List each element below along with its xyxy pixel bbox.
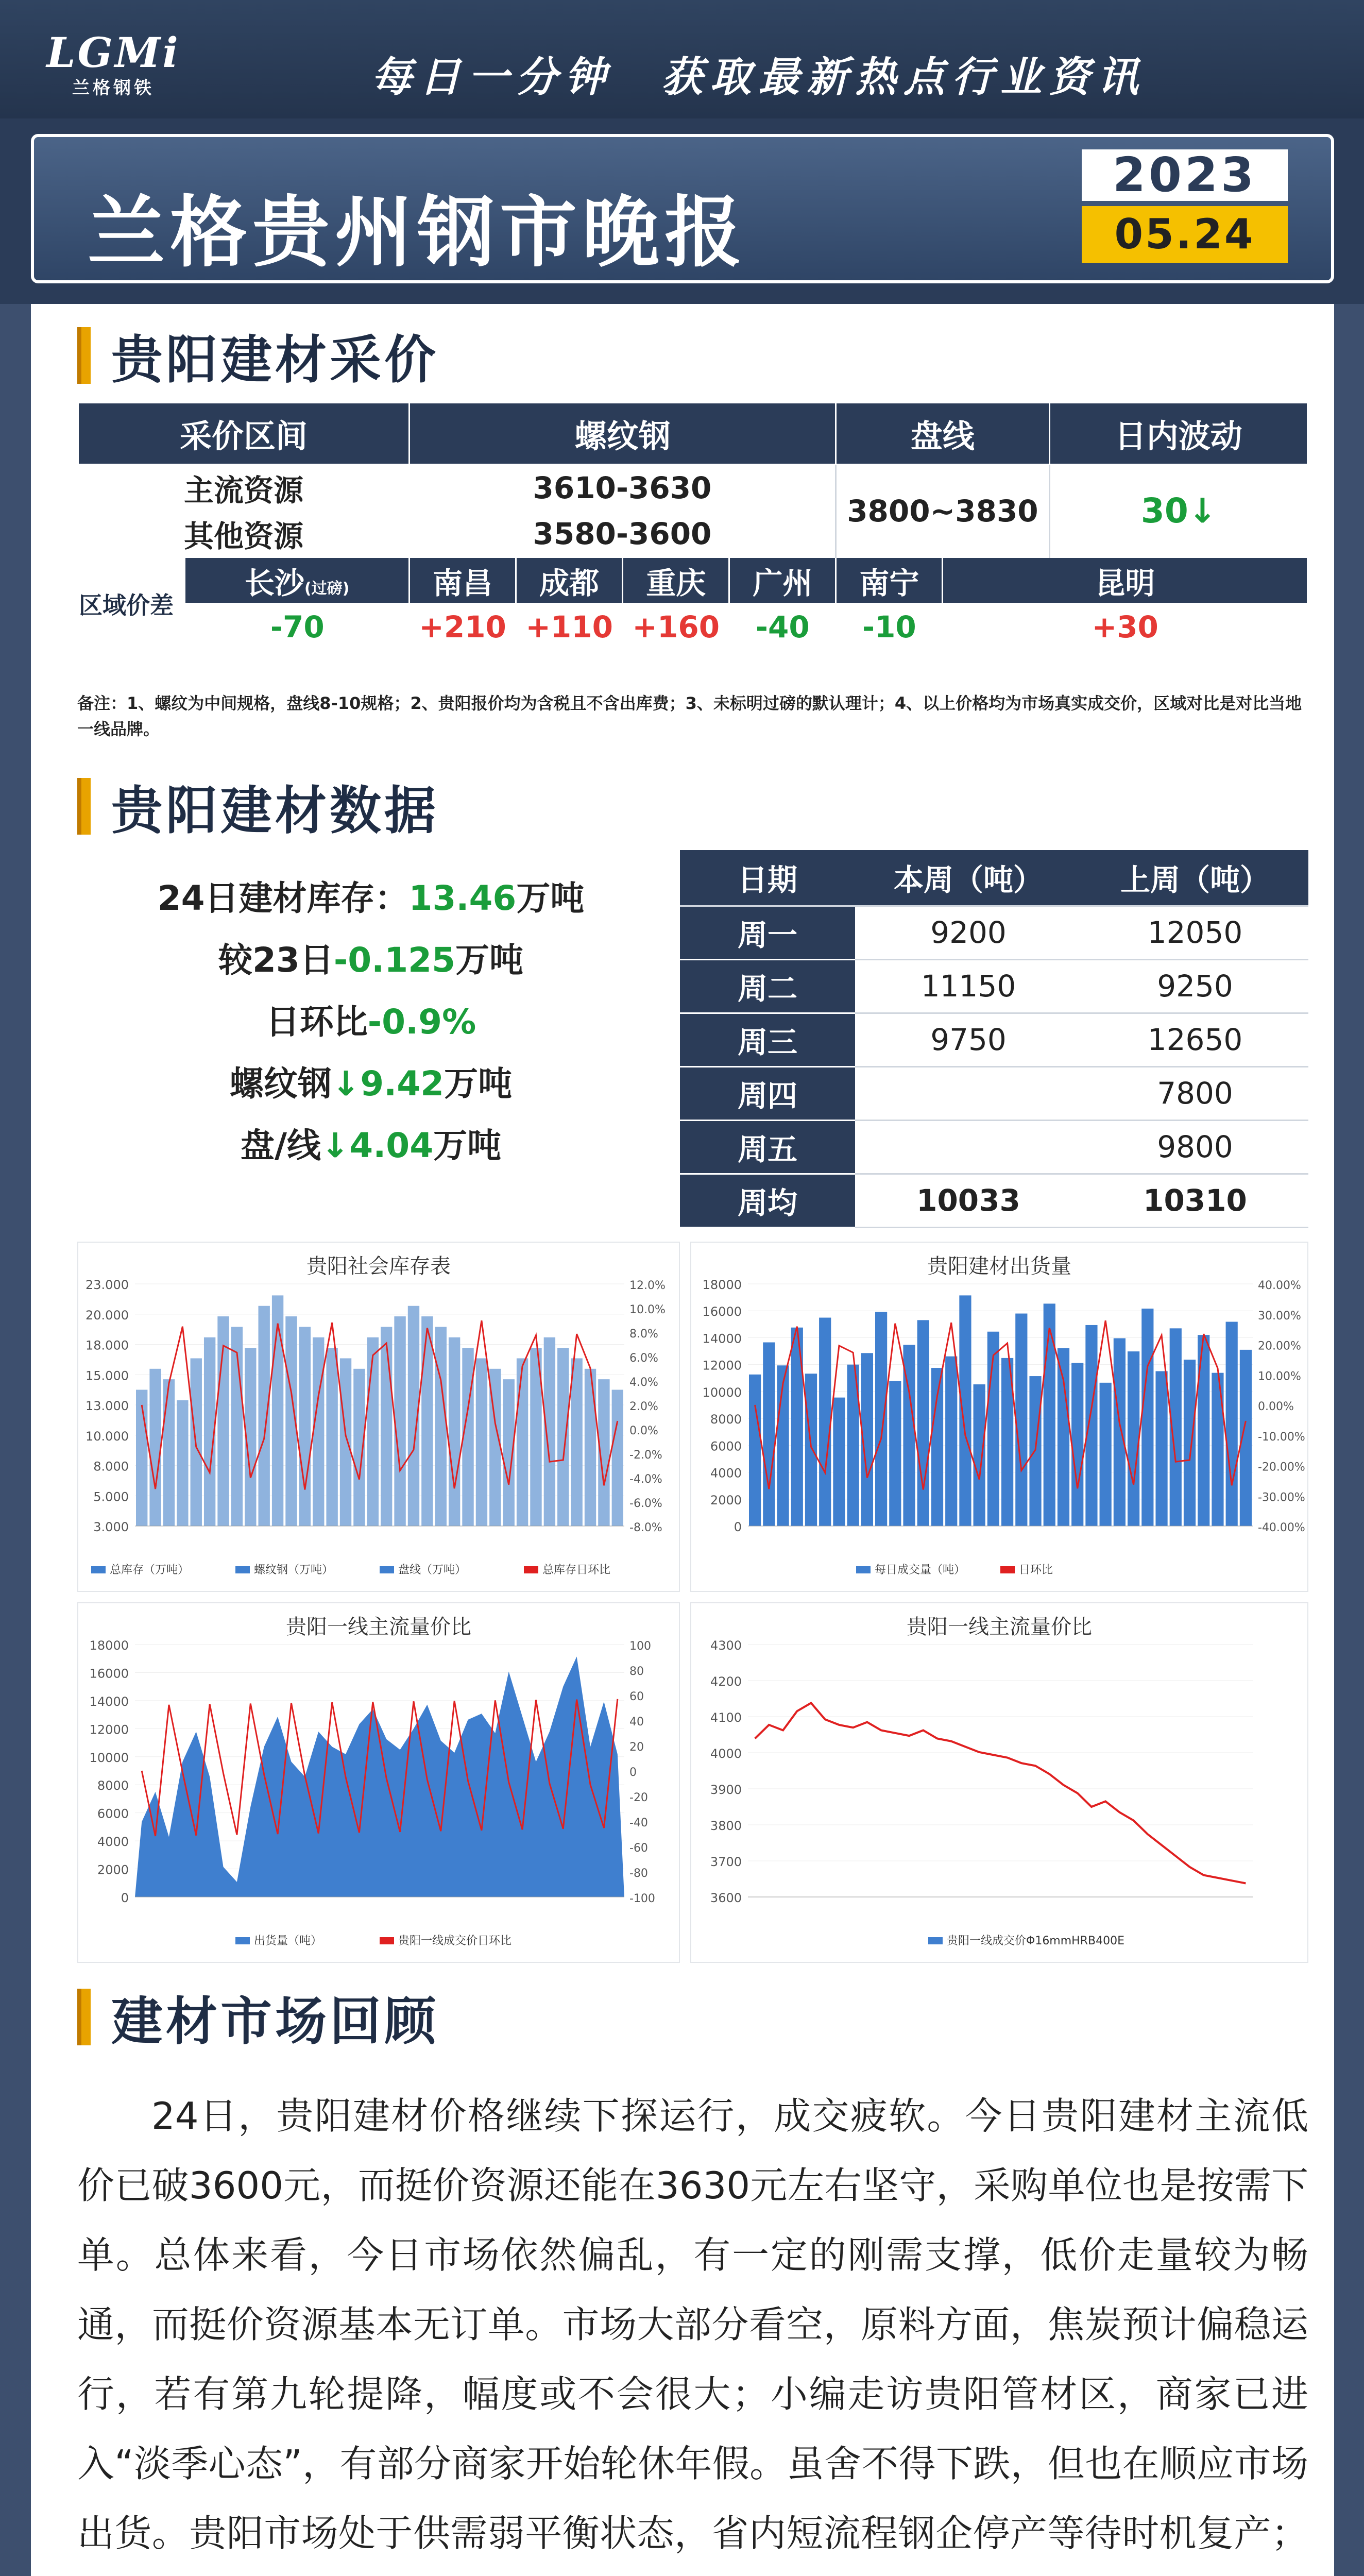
- area-series: [135, 1656, 624, 1897]
- y2-tick-label: 6.0%: [629, 1352, 658, 1365]
- y-tick-label: 16000: [89, 1666, 129, 1681]
- y-tick-label: 3600: [710, 1891, 742, 1905]
- last-week-cell: 10310: [1082, 1174, 1308, 1227]
- y-tick-label: 6000: [710, 1439, 742, 1454]
- region-delta: +110: [525, 609, 613, 645]
- kpi-value: -0.125: [333, 940, 455, 980]
- bar: [1071, 1363, 1083, 1526]
- bar: [149, 1369, 161, 1526]
- day-cell: 周均: [680, 1174, 855, 1227]
- rebar-price: 3580-3600: [533, 516, 712, 551]
- bar: [945, 1357, 957, 1526]
- kpi-label: 较23日: [218, 940, 334, 980]
- logo-subtitle: 兰格钢铁: [72, 78, 155, 98]
- day-cell: 周二: [680, 959, 855, 1013]
- y-tick-label: 14000: [702, 1331, 742, 1346]
- bar: [1128, 1351, 1139, 1526]
- y-tick-label: 10000: [702, 1385, 742, 1400]
- y-tick-label: 10000: [89, 1750, 129, 1765]
- year-badge: 2023: [1082, 149, 1288, 201]
- volume-price-area-chart: [77, 1602, 680, 1963]
- y2-tick-label: -6.0%: [629, 1497, 662, 1510]
- y2-tick-label: 10.0%: [629, 1303, 666, 1316]
- kpi-unit: 万吨: [516, 878, 585, 918]
- this-week-cell: 11150: [855, 959, 1082, 1013]
- y2-tick-label: -80: [629, 1867, 648, 1880]
- y2-tick-label: -60: [629, 1842, 648, 1855]
- region-delta: +30: [1092, 609, 1158, 645]
- y-tick-label: 4000: [710, 1747, 742, 1761]
- bar: [1085, 1325, 1097, 1526]
- y2-tick-label: 2.0%: [629, 1400, 658, 1413]
- y-tick-label: 10.000: [86, 1429, 129, 1444]
- this-week-cell: [855, 1120, 1082, 1174]
- y2-tick-label: -4.0%: [629, 1473, 662, 1486]
- y2-tick-label: -40: [629, 1817, 648, 1829]
- row-label: 其他资源: [184, 518, 304, 554]
- kpi-unit: 万吨: [444, 1064, 513, 1104]
- last-week-cell: 9250: [1082, 959, 1308, 1013]
- y-tick-label: 4200: [710, 1674, 742, 1689]
- legend-swatch: [380, 1937, 394, 1944]
- bar: [476, 1358, 487, 1526]
- table-row-average: [680, 1174, 1308, 1227]
- section-title: 贵阳建材数据: [111, 781, 439, 841]
- chart-canvas: [78, 1603, 681, 1964]
- section-marker: [77, 1989, 91, 2045]
- bar: [571, 1358, 582, 1526]
- chart-canvas: [691, 1603, 1309, 1964]
- y2-tick-label: -10.00%: [1258, 1430, 1305, 1444]
- section-marker: [77, 327, 91, 384]
- price-line-chart: [690, 1602, 1308, 1963]
- y-tick-label: 2000: [710, 1493, 742, 1507]
- kpi-line: [77, 1056, 664, 1118]
- bar: [1212, 1373, 1223, 1526]
- legend-label: 日环比: [1019, 1564, 1053, 1577]
- bar: [1184, 1360, 1196, 1526]
- y-tick-label: 4100: [710, 1710, 742, 1725]
- bar: [517, 1358, 528, 1526]
- legend-label: 贵阳一线成交价Φ16mmHRB400E: [947, 1935, 1124, 1947]
- y2-tick-label: 0.00%: [1258, 1400, 1294, 1413]
- chart-title: 贵阳一线主流量价比: [907, 1615, 1092, 1639]
- section-title: 建材市场回顾: [111, 1991, 439, 2052]
- bar: [544, 1337, 555, 1526]
- legend-swatch: [235, 1937, 250, 1944]
- chart-canvas: [78, 1243, 681, 1593]
- region-row: [78, 557, 1308, 604]
- y-tick-label: 0: [121, 1891, 129, 1905]
- legend-swatch: [91, 1566, 106, 1573]
- legend-label: 总库存（万吨）: [110, 1564, 190, 1577]
- bar: [805, 1374, 817, 1526]
- last-week-cell: 12050: [1082, 906, 1308, 959]
- chart-canvas: [691, 1243, 1309, 1593]
- slogan: 每日一分钟 获取最新热点行业资讯: [371, 53, 1146, 101]
- y-tick-label: 3900: [710, 1783, 742, 1797]
- this-week-cell: 10033: [855, 1174, 1082, 1227]
- bar: [763, 1343, 775, 1526]
- y-tick-label: 20.000: [86, 1308, 129, 1323]
- bar: [1114, 1338, 1126, 1526]
- region-note: (过磅): [304, 579, 350, 598]
- price-line: [755, 1703, 1246, 1883]
- bar: [1198, 1335, 1209, 1526]
- legend-swatch: [928, 1937, 943, 1944]
- region-name: 南昌: [410, 557, 516, 604]
- y-tick-label: 15.000: [86, 1368, 129, 1383]
- y-tick-label: 8000: [710, 1412, 742, 1427]
- y2-tick-label: 30.00%: [1258, 1309, 1301, 1323]
- bar: [1044, 1303, 1055, 1526]
- day-cell: 周三: [680, 1013, 855, 1066]
- region-label: 区域价差: [78, 557, 185, 650]
- kpi-line: [77, 871, 664, 933]
- legend-swatch: [1000, 1566, 1015, 1573]
- row-label: 主流资源: [184, 473, 304, 509]
- table-header-row: [680, 850, 1308, 906]
- legend-label: 出货量（吨）: [254, 1935, 322, 1947]
- bar: [612, 1389, 623, 1526]
- chart-title: 贵阳社会库存表: [306, 1255, 451, 1278]
- y2-tick-label: 20.00%: [1258, 1340, 1301, 1353]
- bar: [749, 1375, 761, 1526]
- y2-tick-label: -8.0%: [629, 1521, 662, 1534]
- kpi-unit: 万吨: [455, 940, 523, 980]
- bar: [394, 1316, 405, 1526]
- last-week-cell: 12650: [1082, 1013, 1308, 1066]
- y-tick-label: 8000: [97, 1778, 129, 1793]
- region-delta: +160: [632, 609, 720, 645]
- y2-tick-label: -100: [629, 1892, 655, 1905]
- day-cell: 周一: [680, 906, 855, 959]
- y2-tick-label: 40: [629, 1716, 644, 1728]
- col-header-range: 采价区间: [78, 403, 410, 465]
- y-tick-label: 4000: [97, 1835, 129, 1850]
- region-name: 广州: [729, 557, 836, 604]
- y2-tick-label: 0: [629, 1766, 637, 1779]
- y-tick-label: 18.000: [86, 1338, 129, 1353]
- chart-title: 贵阳建材出货量: [927, 1255, 1071, 1278]
- col-header-wire: 盘线: [836, 403, 1049, 465]
- bar: [462, 1348, 473, 1526]
- bar: [1100, 1383, 1112, 1526]
- region-delta: +210: [419, 609, 506, 645]
- bar: [1015, 1314, 1027, 1526]
- y2-tick-label: -2.0%: [629, 1449, 662, 1462]
- kpi-value: 13.46: [408, 878, 517, 918]
- y2-tick-label: -30.00%: [1258, 1491, 1305, 1504]
- legend-swatch: [380, 1566, 394, 1573]
- region-delta: -10: [862, 609, 916, 645]
- bar: [875, 1312, 887, 1526]
- bar: [585, 1369, 596, 1526]
- y-tick-label: 12000: [89, 1722, 129, 1737]
- legend-swatch: [856, 1566, 871, 1573]
- last-week-cell: 7800: [1082, 1066, 1308, 1120]
- day-change: 30↓: [1140, 491, 1217, 531]
- delta-row: [78, 604, 1308, 650]
- y2-tick-label: 10.00%: [1258, 1370, 1301, 1383]
- bar: [974, 1384, 985, 1526]
- bar: [136, 1389, 147, 1526]
- region-delta: -40: [755, 609, 810, 645]
- bar: [1155, 1371, 1167, 1526]
- legend-label: 贵阳一线成交价日环比: [398, 1935, 512, 1947]
- legend-swatch: [524, 1566, 538, 1573]
- bar: [435, 1327, 447, 1526]
- legend-swatch: [235, 1566, 250, 1573]
- y-tick-label: 8.000: [93, 1459, 129, 1474]
- y-tick-label: 12000: [702, 1358, 742, 1373]
- region-name: 昆明: [943, 557, 1308, 604]
- y2-tick-label: 100: [629, 1640, 651, 1653]
- table-row: [78, 465, 1308, 511]
- kpi-unit: 万吨: [433, 1126, 502, 1165]
- col-header-rebar: 螺纹钢: [410, 403, 836, 465]
- wire-price: 3800~3830: [836, 465, 1049, 557]
- y-tick-label: 3700: [710, 1855, 742, 1869]
- y-tick-label: 6000: [97, 1806, 129, 1821]
- bar: [381, 1327, 392, 1526]
- bar: [917, 1320, 929, 1526]
- region-name: 南宁: [836, 557, 943, 604]
- section-header-review: [77, 1984, 439, 2050]
- legend-label: 螺纹钢（万吨）: [254, 1564, 334, 1577]
- inventory-kpis: [77, 871, 664, 1180]
- y-tick-label: 13.000: [86, 1399, 129, 1413]
- kpi-value: ↓9.42: [331, 1064, 445, 1104]
- bar: [1141, 1309, 1153, 1526]
- y2-tick-label: 40.00%: [1258, 1279, 1301, 1292]
- table-row: [680, 906, 1308, 959]
- day-cell: 周四: [680, 1066, 855, 1120]
- bar: [889, 1381, 901, 1526]
- bar: [421, 1316, 433, 1526]
- section-header-data: [77, 773, 439, 840]
- region-name: [185, 557, 410, 604]
- table-row: [680, 1120, 1308, 1174]
- shipment-chart: [690, 1242, 1308, 1592]
- review-paragraph: 24日，贵阳建材价格继续下探运行，成交疲软。今日贵阳建材主流低价已破3600元，而挺价资源还能在3630元左右坚守，采购单位也是按需下单。总体来看，今日市场依然偏乱，有一定的刚需支撑，低价走量较为畅通，而挺价资源基本无订单。市场大部分看空，原料方面，焦炭预计偏稳运行，若有第九轮提降，幅度或不会很大；小编走访贵阳管材区，商家已进入“淡季心态”，有部分商家开始轮休年假。虽舍不得下跌，但也在顺应市场出货。贵阳市场处于供需弱平衡状态，省内短流程钢企停产等待时机复产；: [77, 2094, 1308, 2555]
- kpi-value: ↓4.04: [320, 1126, 434, 1165]
- bar: [777, 1365, 789, 1526]
- kpi-value: -0.9%: [367, 1002, 476, 1042]
- last-week-cell: 9800: [1082, 1120, 1308, 1174]
- y-tick-label: 18000: [702, 1278, 742, 1292]
- bar: [557, 1348, 569, 1526]
- this-week-cell: 9750: [855, 1013, 1082, 1066]
- inventory-chart: [77, 1242, 680, 1592]
- day-cell: 周五: [680, 1120, 855, 1174]
- kpi-label: 日环比: [265, 1002, 368, 1042]
- market-review: [77, 2081, 1308, 2576]
- y2-tick-label: 20: [629, 1741, 644, 1754]
- col-header: 本周（吨）: [855, 850, 1082, 906]
- date-badge: 05.24: [1082, 206, 1288, 263]
- y-tick-label: 16000: [702, 1304, 742, 1319]
- region-name-text: 长沙: [244, 565, 304, 601]
- price-table: [77, 402, 1308, 651]
- page-title: 兰格贵州钢市晚报: [88, 188, 747, 278]
- bar: [340, 1358, 351, 1526]
- col-header-change: 日内波动: [1049, 403, 1307, 465]
- bar: [819, 1318, 831, 1526]
- y2-tick-label: 0.0%: [629, 1425, 658, 1437]
- bar: [299, 1327, 311, 1526]
- y2-tick-label: 4.0%: [629, 1376, 658, 1389]
- y-tick-label: 14000: [89, 1694, 129, 1709]
- this-week-cell: [855, 1066, 1082, 1120]
- y-tick-label: 3.000: [93, 1520, 129, 1534]
- legend-label: 总库存日环比: [542, 1564, 611, 1577]
- y-tick-label: 23.000: [86, 1278, 129, 1292]
- bar: [449, 1337, 460, 1526]
- kpi-label: 螺纹钢: [229, 1064, 332, 1104]
- table-row: [680, 959, 1308, 1013]
- kpi-label: 盘/线: [240, 1126, 321, 1165]
- region-name: 成都: [516, 557, 623, 604]
- bar: [326, 1348, 337, 1526]
- region-delta: -70: [270, 609, 325, 645]
- bar: [163, 1379, 175, 1526]
- y2-tick-label: 80: [629, 1665, 644, 1678]
- y2-tick-label: -40.00%: [1258, 1521, 1305, 1534]
- y-tick-label: 4300: [710, 1638, 742, 1653]
- y2-tick-label: 12.0%: [629, 1279, 666, 1292]
- chart-title: 贵阳一线主流量价比: [286, 1615, 471, 1639]
- kpi-line: [77, 933, 664, 994]
- bar: [177, 1400, 188, 1526]
- y-tick-label: 4000: [710, 1466, 742, 1481]
- logo-mark: LGMi: [46, 28, 180, 77]
- weekly-shipments-table: [680, 850, 1308, 1228]
- rebar-price: 3610-3630: [533, 470, 712, 506]
- section-header-price: [77, 322, 439, 389]
- kpi-line: [77, 994, 664, 1056]
- bar: [931, 1368, 943, 1526]
- bar: [259, 1306, 270, 1526]
- bar: [313, 1337, 324, 1526]
- bar: [833, 1398, 845, 1526]
- kpi-line: [77, 1118, 664, 1180]
- col-header: 上周（吨）: [1082, 850, 1308, 906]
- price-note: 备注：1、螺纹为中间规格，盘线8-10规格；2、贵阳报价均为含税且不含出库费；3、未标明过磅的默认理计；4、以上价格均为市场真实成交价，区域对比是对比当地一线品牌。: [77, 693, 1302, 739]
- bar: [367, 1337, 379, 1526]
- y2-tick-label: 60: [629, 1690, 644, 1703]
- this-week-cell: 9200: [855, 906, 1082, 959]
- y-tick-label: 5.000: [93, 1489, 129, 1504]
- table-row: [680, 1066, 1308, 1120]
- bar: [959, 1295, 971, 1526]
- y-tick-label: 0: [734, 1520, 742, 1534]
- y-tick-label: 2000: [97, 1862, 129, 1877]
- legend-label: 每日成交量（吨）: [875, 1564, 966, 1577]
- bar: [1226, 1322, 1238, 1526]
- section-title: 贵阳建材采价: [111, 330, 439, 390]
- y-tick-label: 18000: [89, 1638, 129, 1653]
- y-tick-label: 3800: [710, 1819, 742, 1833]
- col-header: 日期: [680, 850, 855, 906]
- region-name: 重庆: [623, 557, 729, 604]
- brand-logo: [36, 28, 191, 106]
- y2-tick-label: 8.0%: [629, 1328, 658, 1341]
- y2-tick-label: -20: [629, 1791, 648, 1804]
- kpi-label: 24日建材库存：: [157, 878, 409, 918]
- section-marker: [77, 778, 91, 835]
- table-row: [680, 1013, 1308, 1066]
- legend-label: 盘线（万吨）: [398, 1564, 467, 1577]
- y2-tick-label: -20.00%: [1258, 1461, 1305, 1474]
- bar: [1058, 1348, 1069, 1526]
